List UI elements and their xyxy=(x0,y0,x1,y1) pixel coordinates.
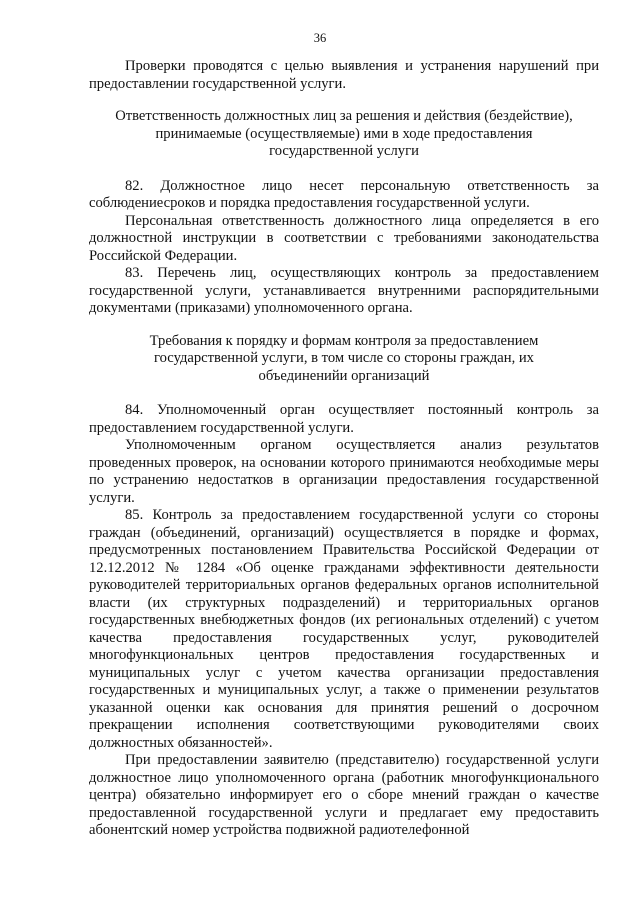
paragraph-85-informing: При предоставлении заявителю (представителю) государственной услуги должностное лицо уполномоченного органа (работник многофункционального центра) обязательно информирует его о сборе мнений граждан о качестве предоставленной государственной услуги и предлагает ему предоставить абонентский номер устройства подвижной радиотелефонной xyxy=(89,752,599,838)
section-heading-responsibility: Ответственность должностных лиц за решения и действия (бездействие), принимаемые (осуществляемые) ими в ходе предоставления государственной услуги xyxy=(115,108,573,159)
paragraph-84-analysis: Уполномоченным органом осуществляется анализ результатов проведенных проверок, на основании которого принимаются необходимые меры по устранению недостатков в организации предоставления государственной услуги. xyxy=(89,437,599,506)
section-heading-control-requirements: Требования к порядку и формам контроля за предоставлением государственной услуги, в том числе со стороны граждан, их объединенийи организаций xyxy=(149,332,539,384)
paragraph-intro: Проверки проводятся с целью выявления и устранения нарушений при предоставлении государственной услуги. xyxy=(89,58,599,92)
paragraph-84: 84. Уполномоченный орган осуществляет постоянный контроль за предоставлением государственной услуги. xyxy=(89,402,599,436)
paragraph-82-personal-responsibility: Персональная ответственность должностного лица определяется в его должностной инструкции в соответствии с требованиями законодательства Российской Федерации. xyxy=(89,212,599,264)
paragraph-82: 82. Должностное лицо несет персональную ответственность за соблюдениесроков и порядка предоставления государственной услуги. xyxy=(89,177,599,211)
paragraph-85: 85. Контроль за предоставлением государственной услуги со стороны граждан (объединений, организаций) осуществляется в порядке и формах, предусмотренных постановлением Правительства Российской Федерации от 12.12.2012 № 1284 «Об оценке гражданами эффективности деятельности руководителей территориальных органов федеральных органов исполнительной власти (их структурных подразделений) и территориальных органов государственных внебюджетных фондов (их региональных отделений) с учетом качества предоставления государственных услуг, руководителей многофункциональных центров предоставления государственных и муниципальных услуг с учетом качества организации предоставления государственных и муниципальных услуг, а также о применении результатов указанной оценки как основания для принятия решений о досрочном прекращении исполнения соответствующими руководителями своих должностных обязанностей». xyxy=(89,507,599,751)
page-number: 36 xyxy=(313,31,327,45)
document-body xyxy=(89,58,599,840)
paragraph-83: 83. Перечень лиц, осуществляющих контроль за предоставлением государственной услуги, устанавливается внутренними распорядительными документами (приказами) уполномоченного органа. xyxy=(89,265,599,316)
